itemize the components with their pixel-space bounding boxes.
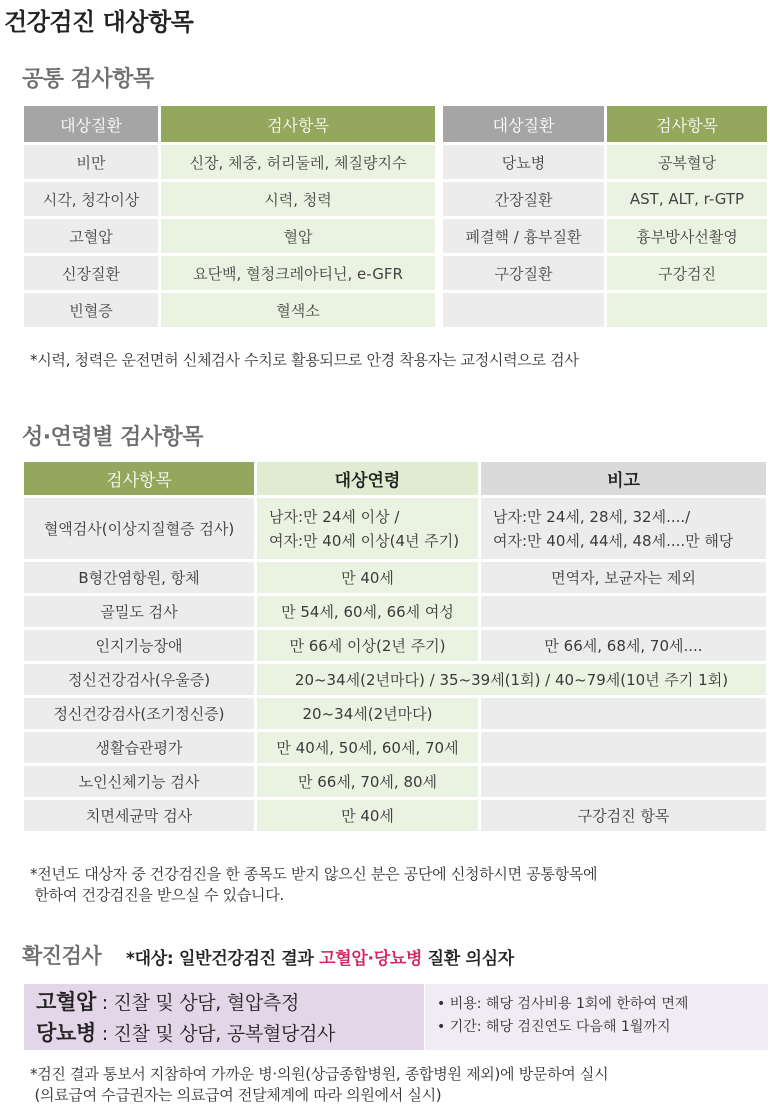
cost-line: • 비용: 해당 검사비용 1회에 한하여 면제 — [437, 996, 689, 1012]
common-items-table-right — [440, 103, 770, 330]
remark-cell: 구강검진 항목 — [481, 800, 766, 834]
common-note: *시력, 청력은 운전면허 신체검사 수치로 활용되므로 안경 착용자는 교정시력으로 검사 — [30, 351, 579, 369]
age-cell: 20~34세(2년마다) — [257, 698, 481, 732]
table-row — [24, 562, 766, 596]
exam-cell: B형간염항원, 항체 — [24, 562, 257, 596]
confirm-exam-box — [24, 984, 424, 1050]
table-row — [24, 664, 766, 698]
exam-cell: 정신건강검사(우울증) — [24, 664, 257, 698]
disease-cell: 폐결핵 / 흉부질환 — [443, 219, 604, 253]
column-header-exam: 검사항목 — [607, 106, 767, 142]
confirm-section-title: 확진검사 — [22, 944, 102, 968]
exam-cell: 생활습관평가 — [24, 732, 257, 766]
exam-cell: 요단백, 혈청크레아티닌, e-GFR — [161, 256, 435, 290]
exam-cell: 혈색소 — [161, 293, 435, 327]
age-cell: 만 66세 이상(2년 주기) — [257, 630, 481, 664]
table-row — [24, 219, 435, 253]
column-header-age: 대상연령 — [257, 462, 481, 498]
disease-cell: 비만 — [24, 145, 158, 179]
confirm-note: *검진 결과 통보서 지참하여 가까운 병·의원(상급종합병원, 종합병원 제외)에 방문하여 실시 (의료급여 수급권자는 의료급여 전달체계에 따라 의원에서 실시) — [30, 1065, 609, 1104]
exam-cell: 공복혈당 — [607, 145, 767, 179]
hypertension-line: 고혈압 : 진찰 및 상담, 혈압측정 — [36, 990, 299, 1014]
age-cell: 만 54세, 60세, 66세 여성 — [257, 596, 481, 630]
table-row — [443, 256, 767, 290]
age-note: *전년도 대상자 중 건강검진을 한 종목도 받지 않으신 분은 공단에 신청하시면 공통항목에 한하여 건강검진을 받으실 수 있습니다. — [30, 865, 598, 904]
age-cell: 만 40세 — [257, 800, 481, 834]
disease-cell: 구강질환 — [443, 256, 604, 290]
exam-cell: 치면세균막 검사 — [24, 800, 257, 834]
age-cell: 만 66세, 70세, 80세 — [257, 766, 481, 800]
exam-cell: 신장, 체중, 허리둘레, 체질량지수 — [161, 145, 435, 179]
age-section-title: 성·연령별 검사항목 — [22, 425, 204, 450]
table-row — [443, 293, 767, 327]
column-header-remark: 비고 — [481, 462, 766, 498]
remark-cell — [481, 766, 766, 800]
target-diseases: 고혈압·당뇨병 — [319, 949, 423, 969]
table-row — [443, 182, 767, 216]
remark-cell: 만 66세, 68세, 70세.... — [481, 630, 766, 664]
disease-cell: 고혈압 — [24, 219, 158, 253]
table-row — [24, 766, 766, 800]
age-cell-wide: 20~34세(2년마다) / 35~39세(1회) / 40~79세(10년 주기 1회) — [257, 664, 766, 698]
table-row — [24, 256, 435, 290]
table-row — [24, 145, 435, 179]
table-row — [24, 596, 766, 630]
table-row — [24, 630, 766, 664]
table-row — [24, 800, 766, 834]
exam-cell: 구강검진 — [607, 256, 767, 290]
remark-cell: 남자:만 24세, 28세, 32세..../ 여자:만 40세, 44세, 48세....만 해당 — [481, 498, 766, 562]
remark-cell — [481, 732, 766, 766]
exam-cell — [607, 293, 767, 327]
table-row — [24, 293, 435, 327]
exam-cell: 흉부방사선촬영 — [607, 219, 767, 253]
column-header-disease: 대상질환 — [443, 106, 604, 142]
exam-cell: 골밀도 검사 — [24, 596, 257, 630]
exam-cell: 시력, 청력 — [161, 182, 435, 216]
cost-period-box — [425, 984, 768, 1050]
disease-cell: 당뇨병 — [443, 145, 604, 179]
age-cell: 남자:만 24세 이상 / 여자:만 40세 이상(4년 주기) — [257, 498, 481, 562]
exam-cell: 노인신체기능 검사 — [24, 766, 257, 800]
age-items-table — [24, 462, 766, 834]
table-row — [443, 219, 767, 253]
remark-cell — [481, 698, 766, 732]
exam-cell: 혈액검사(이상지질혈증 검사) — [24, 498, 257, 562]
disease-cell: 빈혈증 — [24, 293, 158, 327]
table-row — [24, 498, 766, 562]
table-row — [24, 732, 766, 766]
exam-cell: 인지기능장애 — [24, 630, 257, 664]
disease-cell — [443, 293, 604, 327]
disease-cell: 신장질환 — [24, 256, 158, 290]
exam-cell: AST, ALT, r-GTP — [607, 182, 767, 216]
age-cell: 만 40세 — [257, 562, 481, 596]
exam-cell: 정신건강검사(조기정신증) — [24, 698, 257, 732]
table-row — [24, 182, 435, 216]
period-line: • 기간: 해당 검진연도 다음해 1월까지 — [437, 1019, 671, 1035]
common-section-title: 공통 검사항목 — [22, 67, 154, 92]
column-header-exam: 검사항목 — [161, 106, 435, 142]
exam-cell: 혈압 — [161, 219, 435, 253]
remark-cell — [481, 596, 766, 630]
confirm-target: *대상: 일반건강검진 결과 고혈압·당뇨병 질환 의심자 — [126, 949, 514, 969]
page-title: 건강검진 대상항목 — [4, 8, 194, 36]
diabetes-line: 당뇨병 : 진찰 및 상담, 공복혈당검사 — [36, 1021, 336, 1045]
age-cell: 만 40세, 50세, 60세, 70세 — [257, 732, 481, 766]
table-row — [443, 145, 767, 179]
disease-cell: 시각, 청각이상 — [24, 182, 158, 216]
remark-cell: 면역자, 보균자는 제외 — [481, 562, 766, 596]
column-header-exam: 검사항목 — [24, 462, 257, 498]
disease-cell: 간장질환 — [443, 182, 604, 216]
column-header-disease: 대상질환 — [24, 106, 158, 142]
common-items-table-left — [21, 103, 438, 330]
table-row — [24, 698, 766, 732]
